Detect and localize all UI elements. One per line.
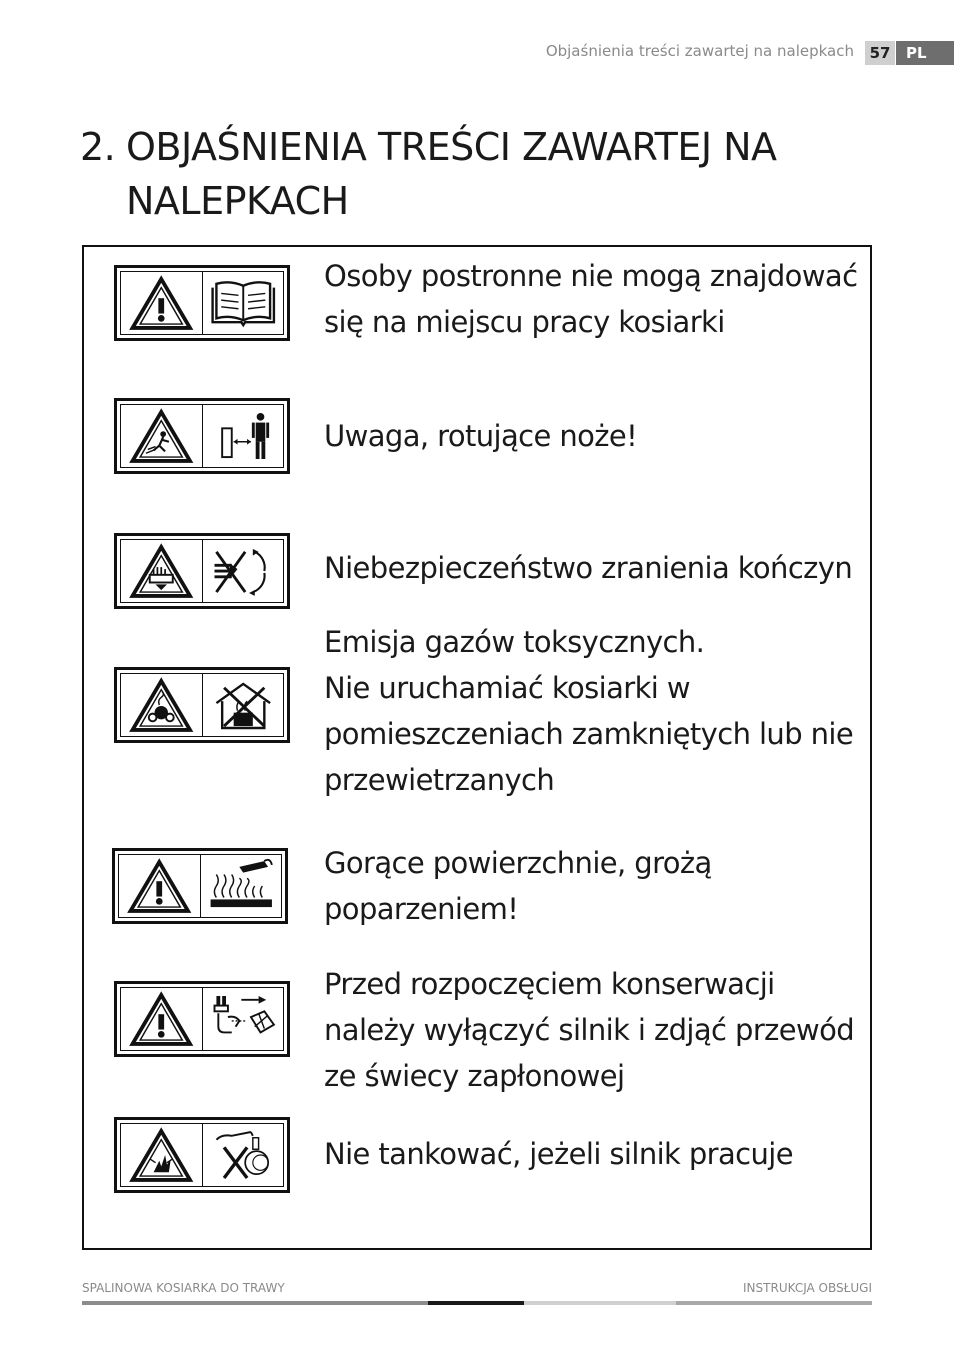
description-line: Osoby postronne nie mogą znajdować bbox=[324, 259, 858, 293]
description-line: poparzeniem! bbox=[324, 892, 519, 926]
safety-label bbox=[114, 265, 290, 341]
description-line: Nie uruchamiać kosiarki w bbox=[324, 671, 690, 705]
label-description bbox=[324, 253, 864, 345]
language-badge: PL bbox=[896, 41, 954, 65]
labels-frame bbox=[82, 245, 872, 1250]
description-line: Przed rozpoczęciem konserwacji bbox=[324, 967, 775, 1001]
safety-label bbox=[114, 398, 290, 474]
no-refuel-running-icon bbox=[202, 1124, 284, 1186]
safety-label bbox=[114, 533, 290, 609]
label-description bbox=[324, 840, 864, 932]
warning-triangle-icon bbox=[121, 272, 202, 334]
description-line: Niebezpieczeństwo zranienia kończyn bbox=[324, 551, 853, 585]
no-hands-rotating-blade-icon bbox=[202, 540, 284, 602]
warning-triangle-icon bbox=[119, 855, 200, 917]
keep-distance-person-icon bbox=[202, 405, 284, 467]
thrown-object-warning-icon bbox=[121, 405, 202, 467]
footer-bar bbox=[82, 1301, 872, 1305]
description-line: należy wyłączyć silnik i zdjąć przewód bbox=[324, 1013, 855, 1047]
label-description bbox=[324, 1131, 864, 1177]
safety-label bbox=[112, 848, 288, 924]
label-description bbox=[324, 413, 864, 459]
description-line: Uwaga, rotujące noże! bbox=[324, 419, 638, 453]
no-indoor-use-icon bbox=[202, 674, 284, 736]
section-title: OBJAŚNIENIA TREŚCI ZAWARTEJ NA NALEPKACH bbox=[126, 125, 777, 223]
label-description bbox=[324, 545, 864, 591]
safety-label bbox=[114, 1117, 290, 1193]
label-description bbox=[324, 961, 864, 1099]
description-line: się na miejscu pracy kosiarki bbox=[324, 305, 725, 339]
blade-hand-warning-icon bbox=[121, 540, 202, 602]
page-title bbox=[80, 120, 880, 228]
hot-surface-icon bbox=[200, 855, 282, 917]
disconnect-spark-plug-icon bbox=[202, 988, 284, 1050]
manual-book-icon bbox=[202, 272, 284, 334]
warning-triangle-icon bbox=[121, 988, 202, 1050]
flammable-warning-icon bbox=[121, 1124, 202, 1186]
description-line: Emisja gazów toksycznych. bbox=[324, 625, 705, 659]
description-line: przewietrzanych bbox=[324, 763, 555, 797]
page-header-section-title: Objaśnienia treści zawartej na nalepkach bbox=[545, 42, 854, 60]
description-line: Gorące powierzchnie, grożą bbox=[324, 846, 712, 880]
section-number: 2. bbox=[80, 125, 116, 169]
description-line: pomieszczeniach zamkniętych lub nie bbox=[324, 717, 854, 751]
toxic-fumes-warning-icon bbox=[121, 674, 202, 736]
footer-right: INSTRUKCJA OBSŁUGI bbox=[743, 1281, 872, 1295]
description-line: ze świecy zapłonowej bbox=[324, 1059, 625, 1093]
safety-label bbox=[114, 667, 290, 743]
label-description bbox=[324, 619, 864, 803]
safety-label bbox=[114, 981, 290, 1057]
page-number: 57 bbox=[865, 41, 895, 65]
description-line: Nie tankować, jeżeli silnik pracuje bbox=[324, 1137, 793, 1171]
footer-left: SPALINOWA KOSIARKA DO TRAWY bbox=[82, 1281, 285, 1295]
